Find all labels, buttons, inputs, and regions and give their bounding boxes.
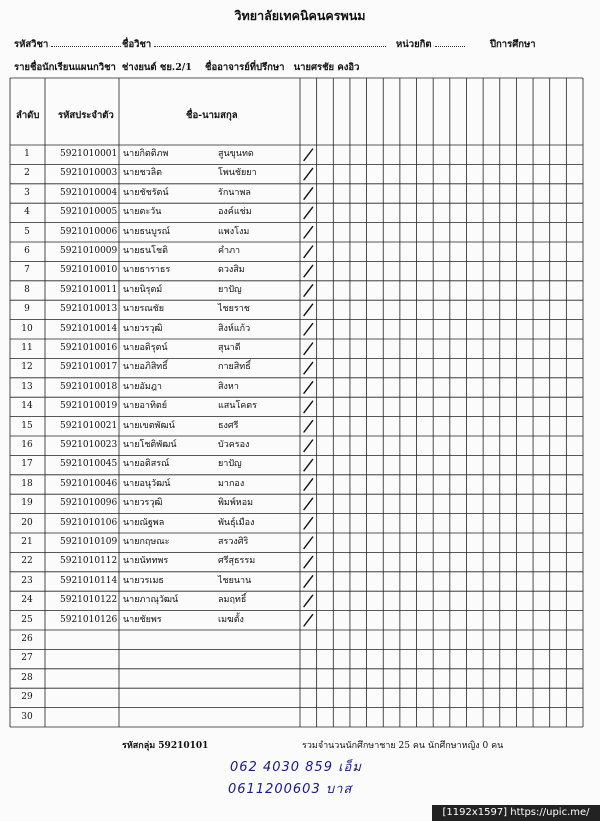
attendance-check-mark	[304, 362, 313, 373]
attendance-check-mark	[304, 518, 313, 529]
page-title: วิทยาลัยเทคนิคนครพนม	[234, 8, 366, 23]
student-first-name: นายอนุวัฒน์	[123, 478, 171, 489]
student-id: 5921010010	[60, 265, 118, 276]
attendance-check-mark	[304, 246, 313, 257]
attendance-check-mark	[304, 401, 313, 412]
student-id: 5921010106	[60, 517, 118, 528]
student-id: 5921010001	[60, 149, 118, 159]
col-header-no: ลำดับ	[16, 110, 40, 121]
student-id: 5921010019	[60, 401, 118, 412]
attendance-check-mark	[304, 265, 313, 276]
row-number: 22	[21, 556, 33, 567]
row-number: 24	[21, 595, 33, 606]
gender-summary: รวมจำนวนนักศึกษาชาย 25 คน นักศึกษาหญิง 0 คน	[302, 741, 504, 751]
student-last-name: ยาปัญ	[218, 284, 242, 295]
student-last-name: กายสิทธิ์	[218, 362, 251, 373]
student-first-name: นายเขตพัฒน์	[123, 420, 175, 431]
student-id: 5921010016	[60, 343, 118, 353]
student-last-name: โพนชัยยา	[218, 168, 257, 179]
row-number: 29	[21, 692, 33, 703]
attendance-check-mark	[304, 324, 313, 335]
student-id: 5921010021	[60, 420, 118, 431]
student-first-name: นายอาทิตย์	[123, 401, 167, 412]
student-id: 5921010014	[60, 323, 118, 334]
student-id: 5921010112	[60, 556, 118, 567]
student-id: 5921010011	[60, 284, 118, 295]
student-first-name: นายตะวัน	[123, 207, 162, 218]
row-number: 10	[21, 323, 33, 334]
student-id: 5921010045	[60, 459, 118, 470]
student-last-name: ยาปัญ	[218, 459, 242, 470]
student-first-name: นายภาณุวัฒน์	[123, 595, 179, 606]
row-number: 21	[21, 537, 33, 547]
student-first-name: นายรณชัย	[123, 304, 165, 315]
student-last-name: คำภา	[218, 246, 241, 256]
student-first-name: นายอัมฎา	[123, 381, 162, 392]
student-first-name: นายวรวุฒิ	[123, 498, 163, 509]
student-first-name: นายอติสรณ์	[123, 459, 170, 470]
student-first-name: นายวรเมธ	[123, 575, 164, 586]
row-number: 9	[24, 304, 30, 315]
academic-year-label: ปีการศึกษา	[490, 39, 536, 50]
student-id: 5921010004	[60, 187, 118, 198]
student-last-name: บัวครอง	[218, 440, 250, 450]
student-last-name: สรวงศิริ	[218, 537, 249, 547]
student-last-name: สูนขุนทด	[218, 149, 254, 159]
attendance-check-mark	[304, 615, 313, 626]
row-number: 11	[21, 343, 33, 353]
attendance-check-mark	[304, 556, 313, 567]
group-code: รหัสกลุ่ม 59210101	[122, 741, 209, 751]
student-id: 5921010017	[60, 362, 118, 373]
student-last-name: แพงโงม	[218, 226, 250, 237]
attendance-check-mark	[304, 207, 313, 218]
attendance-check-mark	[304, 576, 313, 587]
student-last-name: รักนาพล	[218, 187, 251, 198]
student-first-name: นายวรวุฒิ	[123, 323, 163, 334]
row-number: 17	[21, 459, 33, 470]
student-last-name: แสนโคตร	[218, 401, 257, 412]
row-number: 8	[24, 284, 30, 295]
student-id: 5921010114	[60, 575, 118, 586]
row-number: 3	[24, 187, 30, 198]
attendance-check-mark	[304, 479, 313, 490]
row-number: 16	[21, 440, 33, 450]
attendance-check-mark	[304, 421, 313, 432]
handwritten-phone-2: 0611200603 บาส	[228, 782, 353, 797]
attendance-check-mark	[304, 188, 313, 199]
student-first-name: นายนัททพร	[123, 556, 169, 567]
subject-name-label: ชื่อวิชา	[122, 39, 152, 50]
student-last-name: มากอง	[218, 478, 245, 489]
class-label: รายชื่อนักเรียนแผนกวิชา	[14, 62, 116, 73]
student-id: 5921010096	[60, 498, 118, 509]
student-last-name: ธงศรี	[218, 420, 239, 431]
student-id: 5921010006	[60, 226, 118, 237]
row-number: 30	[21, 711, 33, 722]
student-first-name: นายชัยพร	[123, 614, 162, 625]
student-last-name: สุนาดี	[218, 343, 241, 353]
student-first-name: นายธาราธร	[123, 265, 171, 276]
attendance-check-mark	[304, 343, 313, 354]
attendance-check-mark	[304, 595, 313, 606]
attendance-check-mark	[304, 440, 313, 451]
student-first-name: นายกฤษณะ	[123, 537, 170, 547]
student-last-name: ไชยราช	[218, 304, 250, 315]
student-first-name: นายโชติพัฒน์	[123, 440, 177, 450]
student-last-name: ลมฤทธิ์	[218, 595, 247, 606]
student-id: 5921010013	[60, 304, 118, 315]
credit-label: หน่วยกิต	[396, 39, 432, 50]
row-number: 27	[21, 653, 33, 664]
attendance-check-mark	[304, 498, 313, 509]
student-first-name: นายอดิรุตน์	[123, 343, 168, 353]
attendance-check-mark	[304, 227, 313, 238]
row-number: 26	[21, 634, 33, 644]
student-id: 5921010023	[60, 440, 118, 450]
student-last-name: สิงห์แก้ว	[218, 323, 251, 334]
row-number: 15	[21, 420, 33, 431]
student-first-name: นายณัฐพล	[123, 517, 165, 528]
student-first-name: นายชวลิต	[123, 168, 163, 179]
student-first-name: นายชัชรัตน์	[123, 187, 169, 198]
student-last-name: เมฆตั้ง	[218, 614, 244, 625]
student-first-name: นายธนโชติ	[123, 246, 168, 256]
student-id: 5921010005	[60, 207, 118, 218]
row-number: 13	[21, 381, 33, 392]
advisor-label: ชื่ออาจารย์ที่ปรึกษา	[205, 62, 285, 73]
row-number: 19	[21, 498, 33, 509]
student-first-name: นายกิตติภพ	[123, 149, 169, 159]
attendance-check-mark	[304, 168, 313, 179]
student-last-name: พิมพ์หอม	[218, 498, 254, 509]
student-last-name: ศรีสุธรรม	[218, 556, 256, 567]
attendance-check-mark	[304, 149, 313, 160]
student-id: 5921010046	[60, 478, 118, 489]
student-id: 5921010018	[60, 381, 118, 392]
attendance-check-mark	[304, 459, 313, 470]
student-id: 5921010109	[60, 537, 118, 547]
row-number: 5	[24, 226, 30, 237]
row-number: 25	[21, 614, 33, 625]
attendance-check-mark	[304, 304, 313, 315]
row-number: 18	[21, 478, 33, 489]
col-header-name: ชื่อ-นามสกุล	[186, 110, 238, 121]
advisor-value: นายศรชัย คงอิว	[293, 62, 360, 73]
class-value: ช่างยนต์ ชย.2/1	[121, 62, 192, 73]
student-first-name: นายนิรุตม์	[123, 284, 163, 295]
student-first-name: นายธนบูรณ์	[123, 226, 171, 237]
handwritten-phone-1: 062 4030 859 เอ็ม	[230, 760, 362, 775]
student-id: 5921010009	[60, 246, 118, 256]
row-number: 6	[24, 246, 30, 256]
student-last-name: ดวงสิม	[218, 265, 245, 276]
attendance-check-mark	[304, 285, 313, 296]
student-last-name: สิงหา	[218, 381, 239, 392]
student-last-name: ไชยนาน	[218, 575, 252, 586]
row-number: 7	[24, 265, 30, 276]
student-id: 5921010003	[60, 168, 118, 179]
row-number: 23	[21, 575, 33, 586]
row-number: 2	[24, 168, 30, 179]
col-header-id: รหัสประจำตัว	[58, 110, 114, 121]
student-id: 5921010122	[60, 595, 118, 606]
row-number: 14	[21, 401, 33, 412]
student-first-name: นายอภิสิทธิ์	[123, 362, 168, 373]
row-number: 28	[21, 672, 33, 683]
student-id: 5921010126	[60, 614, 118, 625]
student-last-name: พันธุ์เมือง	[218, 517, 255, 528]
row-number: 1	[24, 149, 30, 159]
row-number: 4	[24, 207, 30, 218]
attendance-check-mark	[304, 382, 313, 393]
watermark-banner: [1192x1597] https://upic.me/	[432, 805, 600, 821]
subject-code-label: รหัสวิชา	[14, 39, 49, 50]
attendance-check-mark	[304, 537, 313, 548]
row-number: 20	[21, 517, 33, 528]
row-number: 12	[21, 362, 33, 373]
student-last-name: องค์แช่ม	[218, 207, 252, 218]
